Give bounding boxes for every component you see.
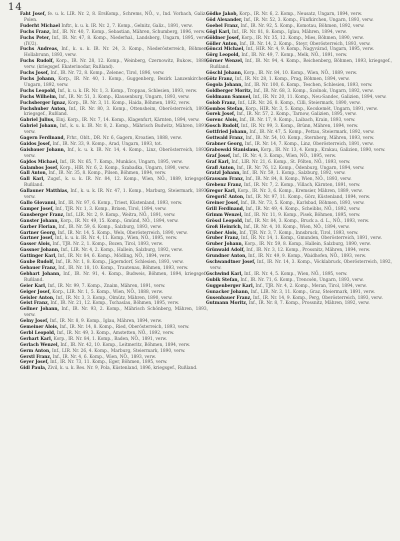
entry-name: Göller Anton, [206,41,239,47]
entry-details: Inf., IR. Nr. 51, 3. Komp., Klausenburg, Ungarn, 1893, verw. [58,94,190,100]
entry-details: Inf., LIR. Nr. 4, 2. Komp., Hallein, Salzburg, 1892, verw. [60,248,183,254]
entry-name: Guggenberger Karl, [206,283,255,289]
list-entry [20,47,208,59]
entry-details: Inf., IR. Nr. 57, 2. Komp., Tarnow, Galizien, 1895, verw. [236,112,357,118]
entry-details: Inf., IR. Nr. 80, 3. Komp., Ottensheim, Oberösterreich, 1893, kriegsgef., Rußland. [24,106,209,118]
entry-details: Inf., IR. Nr. 21, 12. Komp., Tschaslau, Böhmen, 1895, verw. [50,301,180,307]
entry-name: Gottfried Johann, [206,130,249,136]
entry-details: Inf., IR. Nr. 17, 9. Komp., Laibach, Krain, 1893, verw. [239,118,356,124]
entry-details: Inf., HIR. Nr. 4, 9. Komp., Nagyvárad, Ungarn, 1895, verw. [246,47,375,53]
entry-details: Inf., IR. Nr. 8, 9. Komp., Iglau, Mähren, 1894, verw. [49,319,163,325]
list-entry [20,366,208,372]
entry-name: Gajdos Michael, [20,159,59,165]
entry-details: Inf., IR. Nr. 14, 3. Komp., Vöcklabruck, Oberösterreich, 1892, verw. [210,260,392,271]
entry-details: Inf., IR. Nr. 33, 9. Komp., Arad, Ungarn, 1893, tot. [52,141,163,147]
entry-name: Goldberger Moritz, [206,88,253,94]
entry-details: Inf., IR. Nr. 81, 8. Komp., Iglau, Mähren, 1894, verw. [231,29,347,35]
entry-details: Inf., IR. Nr. 14, 5. Komp., Wels, Oberösterreich, 1890, verw. [57,230,188,236]
entry-name: Fuchs Peter, [20,35,51,41]
entry-details: Inf., IR. Nr. 4, 6. Komp., Wien, NÖ., 1893, verw. [52,354,157,360]
entry-name: Gruber Johann, [206,242,244,248]
entry-details: Inf., IR. Nr. 73, 11. Komp., Eger, Böhmen, 1895, verw. [50,360,168,366]
entry-details: Inf., IR. Nr. 84, 8. Komp., Wien, NÖ., 1893, verw. [245,177,352,183]
entry-details: Inf., TJR. Nr. 2, 1. Komp., Bozen, Tirol, 1893, verw. [52,242,163,248]
entry-name: Gombos Stefan, [206,106,244,112]
entry-name: Gansberger Franz, [20,212,65,218]
entry-details: Inf., IR. Nr. 4, 3. Komp., Wien, NÖ., 1895, verw. [232,153,337,159]
entry-details: Inf., IR. Nr. 49, 9. Komp., Waidhofen, NÖ., 1893, verw. [248,254,367,260]
entry-name: Gallauner Matthias, [20,189,69,195]
entry-details: Inf., IR. Nr. 3, 3. Komp., Olmütz, Mähren, 1890, verw. [55,295,173,301]
entry-name: Gassner Johann, [20,248,60,254]
entry-name: Gidl Paula, [20,366,47,372]
entry-name: Gunacker Johann, [206,289,250,295]
entry-details: Inf., IR. Nr. 91, 4. Komp., Budweis, Böhmen, 1894, kriegsgef., Rußland. [24,271,208,283]
list-entry [20,107,208,119]
entry-details: Inf., IR. Nr. 42, 10. Komp., Leitmeritz, Böhmen, 1894, verw. [60,342,191,348]
entry-name: Geiger Josef, [20,289,51,295]
entry-details: Inf., LIR. Nr. 2, 9. Komp., Weitra, NÖ., 1891, verw. [65,212,176,218]
page-number: 14 [8,2,23,13]
entry-name: Gönczi Michael, [206,47,245,53]
entry-details: Korp., IR. Nr. 40, 1. Komp., Guggenberg, Bezirk Lanzenkirchen, Ungarn, 1892, verw. [24,76,208,88]
entry-details: Inf., k. u. k. IR. Nr. 8, 2. Komp., Mährisch Budwitz, Mähren, 1891, verw. [24,124,208,136]
entry-name: Grebenz Franz, [206,183,243,189]
entry-details: Korp., IR. Nr. 13, 4. Komp., Krakau, Galizien, 1890, verw. [260,147,386,153]
entry-details: Inf., IR. Nr. 47, 8. Komp., Niederhal., Landsberg, Ungarn, 1895, verw. (IV/2). [24,35,208,47]
entry-name: Ganster Johann, [20,218,60,224]
entry-name: Fuchs Andreas, [20,47,59,53]
right-column [206,12,392,307]
entry-details: Inf., TJR. Nr. 4, 2. Komp., Meran, Tirol, 1894, verw. [255,283,367,289]
entry-name: Gelny Josef, [20,319,49,325]
entry-name: Gebauer Franz, [20,265,57,271]
entry-name: Gaube Rudolf, [20,260,55,266]
list-entry [206,59,392,71]
entry-name: Grabowski Stanislaus, [206,147,260,153]
entry-details: Korp., IR. Nr. 28, 12. Komp., Weinberg, Czernowitz, Bukow., 1888, verw. (kriegsgef. Ekaterinodar, Rußland). [24,59,208,71]
entry-details: Inf., LIR. Nr. 26, 4. Komp., Marburg, Steiermark, 1890, verw. [52,348,186,354]
entry-details: Inf., IR. Nr. 97, 6. Komp., Triest, Küstenland, 1893, verw. [58,201,183,206]
entry-details: Inf., IR. Nr. 14, 7. Komp., Linz, Oberösterreich, 1891, verw. [244,141,374,147]
entry-name: Fuchsberger Ignaz, [20,100,67,106]
entry-name: Greiner Josef, [206,201,240,206]
entry-name: Gerstl Franz, [20,354,52,360]
entry-name: Gebhart Johann, [20,271,61,277]
entry-name: Goebel Franz, [206,23,240,29]
entry-details: Einj. Korp., IR. Nr. 7, 14. Komp., Klagenfurt, Kärnten, 1894, verw. [56,118,200,124]
entry-name: Götz Franz, [206,76,234,82]
entry-name: Gubik Stefan, [206,277,239,283]
entry-details: Inf., IR. Nr. 84, 3. Komp., Bruck a. d. L., NÖ., 1893, verw. [244,218,370,224]
entry-name: Gschwandtner Josef, [206,260,256,266]
entry-details: Korp., IR. Nr. 59, 8. Komp., Hallein, Salzburg, 1890, verw. [244,242,371,248]
entry-details: Frhr., Oblt., DR. Nr. 6, Gagern, Kroatien, 1888, verw. [66,136,182,142]
entry-details: Korp., IR. Nr. 3, 6. Komp., Kremsier, Mähren, 1889, verw. [237,189,363,195]
list-entry [20,189,208,201]
entry-name: Göd Alexander, [206,17,243,23]
left-column [20,12,208,372]
entry-name: Gabriel Julius, [20,118,55,124]
entry-name: Gögl Karl, [206,29,231,35]
entry-details: Inf., IR. Nr. 1, 8. Komp., Jägerndorf, Schlesien, 1893, verw. [55,260,184,266]
entry-name: Gartner Josef, [20,236,54,242]
entry-name: Gusenbauer Franz, [206,295,252,301]
entry-name: Gödke Jakob, [206,12,238,17]
entry-details: Inf., k. u. k. IR. Nr. 24, 3. Komp., Niederösterreich, Böhmen, Hollabrunn, 1893, verw. [24,47,208,59]
entry-details: Korp., IR. Nr. 6, 2. Komp., Neusatz, Ungarn, 1894, verw. [239,12,363,17]
entry-details: Inf., LIR. Nr. 26, 8. Komp., Cilli, Steiermark, 1890, verw. [238,100,361,106]
entry-details: Inf., TJR. Nr. 3, 7. Komp., Innsbruck, Tirol, 1893, verw. [239,230,359,236]
entry-details: Korp., IR. Nr. 49, 15. Komp., Gmünd, NÖ., 1894, verw. [60,218,179,224]
entry-details: Korp., IR. Nr. 84, 10. Komp., Wien, NÖ., 1889, verw. [243,71,358,77]
entry-details: Inf., IR. Nr. 97, 11. Komp., Görz, Küstenland, 1894, verw. [245,195,371,201]
entry-details: Inf., IR. Nr. 54, 10. Komp., Sternberg, Mähren, 1893, verw. [245,136,375,142]
entry-name: Geier Karl, [20,283,47,289]
entry-details: Inf., IR. Nr. 7, 2. Komp., Villach, Kärnten, 1891, verw. [243,183,361,189]
entry-details: Inftr., k. u. k. IR. Nr. 2, 7. Komp., Gelnitz, Galiz., 1891, verw. [61,23,193,29]
entry-details: Korp., IR. Nr. 3, 11. Komp., Haida, Böhmen, 1892, verw. [68,100,191,106]
entry-details: Inf., IR. Nr. 59, 6. Komp., Salzburg, 1893, verw. [58,224,162,230]
entry-details: Inf., IR. Nr. 93, 2. Komp., Mährisch Schönberg, Mähren, 1893, verw. [24,307,208,319]
entry-name: Gerbl Leopold, [20,330,56,336]
list-entry [20,12,208,24]
entry-name: Fuderht Michael [20,23,60,29]
entry-details: Inf., IR. Nr. 35, 8. Komp., Pilsen, Böhmen, 1894, verw. [48,171,167,177]
entry-details: Inf., IR. Nr. 14, 8. Komp., Ried, Oberösterreich, 1893, verw. [59,325,190,331]
list-entry [20,272,208,284]
entry-details: Inf., LIR. Nr. 21, 6. Komp., St. Pölten, NÖ., 1893, verw. [231,159,351,165]
list-entry [20,59,208,71]
entry-details: Inf., k. u. k. IR. Nr. 1, 3. Komp., Troppau, Schlesien, 1893, verw. [57,88,198,94]
entry-details: Zivil, k. u. k. Res. Nr. 9, Pola, Küstenland, 1896, kriegsgef., Rußland. [47,366,198,372]
entry-name: Fuchs Leopold, [20,88,57,94]
entry-details: Inf., k. u. k. IR. Nr. 14, 4. Komp., Linz, Oberösterreich, 1892, verw. [24,147,208,159]
entry-details: Inf., LIR. Nr. 3, 11. Komp., Graz, Steiermark, 1891, verw. [250,289,376,295]
entry-details: Inf., IR. Nr. 99, 3. Komp., Brünn, Mähren, 1894, verw. [241,124,359,130]
entry-details: Inf., IR. Nr. 20, 11. Komp., Neu-Sandec, Galizien, 1894, verw. [253,94,387,100]
entry-details: Inf., IR. Nr. 4, 10. Komp., Wien, NÖ., 1894, verw. [243,224,350,230]
entry-name: Groß Heinrich, [206,224,243,230]
entry-name: Geyer Josef, [20,360,49,366]
entry-name: Gaisbauer Johann, [20,147,66,153]
entry-name: Gasser Alois, [20,242,52,248]
entry-details: Korp., HIR. Nr. 6, 2. Komp., Szabadka, Ungarn, 1890, verw. [59,165,190,171]
entry-name: Gallo Giovanni, [20,201,57,206]
entry-name: Fuchs Franz, [20,29,51,35]
entry-details: Inf., IR. Nr. 99, 7. Komp., Znaim, Mähren, 1891, verw. [47,283,166,289]
entry-name: Grill Ferdinand, [206,206,245,212]
entry-name: Gregor Karl, [206,189,237,195]
entry-name: Gaidos Josef, [20,141,52,147]
entry-details: Inf., IR. Nr. 59, 1. Komp., Salzburg, 1892, verw. [242,171,346,177]
entry-name: Golob Franz, [206,100,237,106]
entry-details: Inf., IR. Nr. 52, 3. Komp., Fünfkirchen, Ungarn, 1893, verw. [243,17,374,23]
entry-details: Inf., IR. Nr. 73, 5. Komp., Karlsbad, Böhmen, 1893, verw. [240,201,365,206]
entry-name: Grünwald Adolf, [206,248,245,254]
entry-details: Inf., IR. Nr. 14, 9. Komp., Perg, Oberösterreich, 1893, verw. [252,295,383,301]
list-entry [20,124,208,136]
entry-details: Inf., IR. Nr. 18, 10. Komp., Trautenau, Böhmen, 1893, verw. [58,265,189,271]
list-entry [20,177,208,189]
entry-details: Zugsf., k. u. k. IR. Nr. 84, 12. Komp., Wien, NÖ., 1889, kriegsgef., Rußland. [24,177,208,189]
entry-details: Inf., IR. Nr. 84, 6. Komp., Mödling, NÖ., 1894, verw. [57,254,172,260]
entry-name: Galambos Josef, [20,165,59,171]
entry-details: Inf., IR. Nr. 76, 12. Komp., Ödenburg, Ungarn, 1894, verw. [236,165,365,171]
entry-name: Gogola Johann, [206,82,243,88]
entry-name: Gattinger Karl, [20,254,57,260]
entry-details: Korp., IR. Nr. 35, 12. Komp., Mies, Böhmen, 1890, verw. [241,35,364,41]
entry-name: Faht Josef, [20,12,46,17]
entry-details: Inf., IR. Nr. 65, 7. Komp., Munkács, Ungarn, 1895, verw. [59,159,183,165]
entry-name: Gosch Rudolf, [206,124,240,130]
entry-name: Gruber Franz, [206,236,240,242]
entry-name: Geist Franz, [20,301,50,307]
entry-name: Gorenc Alois, [206,118,239,124]
entry-name: Goldmann Samuel, [206,94,252,100]
entry-name: Fuchs Johann, [20,76,56,82]
entry-name: Geisler Anton, [20,295,55,301]
entry-details: Inf., IR. Nr. 49, 3. Komp., Amstetten, NÖ., 1892, verw. [56,330,175,336]
entry-name: Grausam Franz, [206,177,245,183]
entry-name: Gruber Alois, [206,230,238,236]
list-entry [206,301,392,307]
entry-name: Gerhart Karl, [20,336,53,342]
entry-details: Inf., IR. Nr. 68, 3. Komp., Szolnok, Ungarn, 1892, verw. [253,88,374,94]
entry-name: Fuchshuber Anton, [20,106,67,112]
entry-details: Inf., IR. Nr. 14, 2. Komp., Steyr, Oberösterreich, 1893, verw. [239,41,371,47]
entry-name: Fuchs Wilhelm, [20,94,58,100]
entry-details: Korp., HIR. Nr. 3, 5. Komp., Kecskemét, Ungarn, 1891, verw. [245,106,378,112]
entry-name: Gratzl Johann, [206,171,241,177]
entry-details: Inf., IR. Nr. 3, 12. Komp., Prossnitz, Mähren, 1894, verw. [246,248,371,254]
entry-name: Görg Leopold, [206,53,240,59]
entry-details: Inf., k. u. k. IR. Nr. 4, 11. Komp., Wien, NÖ., 1895, verw. [55,236,178,242]
entry-name: Grimm Wenzel, [206,212,243,218]
entry-details: Inf., IR. Nr. 28, 1. Komp., Prag, Böhmen, 1894, verw. [234,76,350,82]
entry-details: Inf., IR. Nr. 71, 6. Komp., Trencsén, Ungarn, 1893, verw. [240,277,364,283]
entry-name: Göschl Johann, [206,71,243,77]
entry-details: Inf., IR. Nr. 100, 6. Komp., Teschen, Schlesien, 1893, verw. [244,82,373,88]
entry-name: Gall Anton, [20,171,48,177]
entry-details: Inf., IR. Nr. 8, 7. Komp., Prossnitz, Mähren, 1892, verw. [248,301,370,307]
list-entry [20,307,208,319]
entry-name: Gellner Johann, [20,307,59,313]
entry-details: Korp., IR. Nr. 84, 1. Komp., Baden, NÖ., 1891, verw. [53,336,168,342]
entry-name: Görner Wenzel, [206,59,244,65]
entry-name: Gartner Georg, [20,230,57,236]
entry-details: fe. u. k. LIR. Nr. 2, 8. ErsKomp., Schrems, NÖ., v., Ind. Vorbach, Galiz., Polen. [24,12,209,23]
entry-name: Gabriel Johann, [20,124,59,130]
entry-name: Gregorič Anton, [206,195,245,201]
entry-details: Inf., IR. Nr. 4, 5. Komp., Wien, NÖ., 1895, verw. [244,271,348,277]
entry-name: Grabner Georg, [206,141,244,147]
entry-details: Inf., k. u. k. IR. Nr. 47, 1. Komp., Marburg, Steiermark, 1893, verw. [24,189,208,201]
entry-details: Inf., IR. Nr. 94, 4. Komp., Reichenberg, Böhmen, 1893, kriegsgef., Rußland. [210,59,392,71]
entry-name: Gschwind Karl, [206,271,243,277]
entry-name: Grafl Anton, [206,165,236,171]
entry-name: Gamper Josef, [20,206,54,212]
list-entry [20,148,208,160]
entry-name: Gutmann Moritz, [206,301,248,307]
entry-name: Gottwald Franz, [206,136,245,142]
entry-name: Grundner Anton, [206,254,247,260]
entry-details: Korp., LIR. Nr. 1, 5. Komp., Wien, NÖ., 1888, verw. [52,289,164,295]
entry-details: Inf., IR. Nr. 92, 5. Komp., Komotau, Böhmen, 1892, verw. [240,23,365,29]
entry-name: Göldner Josef, [206,35,241,41]
entry-details: Inf., IR. Nr. 14, 1. Komp., Gmunden, Oberösterreich, 1891, verw. [241,236,382,242]
entry-name: Grössl Leopold, [206,218,244,224]
entry-name: Gagern Ferdinand, [20,136,66,142]
entry-name: Fuchs Rudolf, [20,59,54,65]
entry-details: Inf., TJR. Nr. 1, 3. Komp., Brixen, Tirol, 1894, verw. [55,206,167,212]
entry-details: Inf., IR. Nr. 47, 5. Komp., Pettau, Steiermark, 1892, verw. [249,130,375,136]
entry-name: Gall Karl, [20,177,45,183]
list-entry [20,77,208,89]
entry-name: Gorek Josef, [206,112,236,118]
entry-details: Inf., IR. Nr. 40, 7. Komp., Sebastian, Mähren, Schumberg, 1896, verw. [52,29,206,35]
list-entry [20,36,208,48]
entry-name: Gemeiner Alois, [20,325,59,331]
entry-name: Graf Josef, [206,153,232,159]
entry-name: Germ Anton, [20,348,51,354]
entry-name: Graf Karl, [206,159,230,165]
list-entry [206,260,392,272]
entry-details: Inf., IR. Nr. 49, 7. Komp., Melk, NÖ., 1891, verw. [241,53,348,59]
entry-details: Inf., IR. Nr. 72, 8. Komp., Zelenec, Tirol, 1896, verw. [50,71,165,77]
entry-name: Fuchs Josef, [20,71,50,77]
entry-name: Gerlach Wenzel, [20,342,59,348]
entry-details: Inf., IR. Nr. 11, 9. Komp., Pisek, Böhmen, 1895, verw. [244,212,361,218]
entry-details: Inf., IR. Nr. 49, 4. Komp., Scheibbs, NÖ., 1892, verw. [245,206,361,212]
entry-name: Garber Florian, [20,224,58,230]
